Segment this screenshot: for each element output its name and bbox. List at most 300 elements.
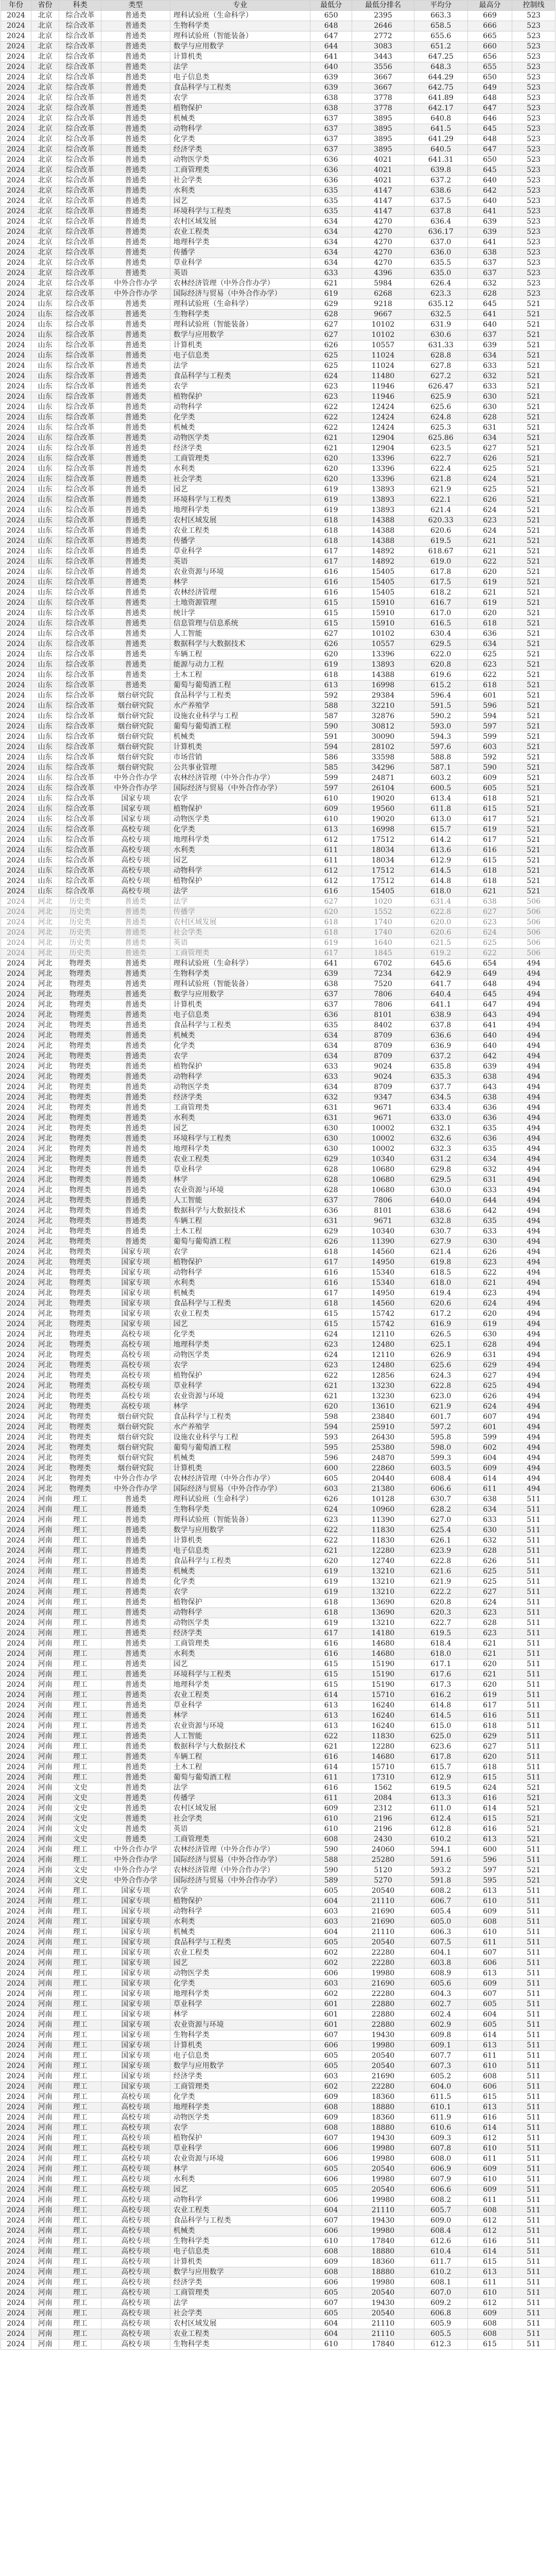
category-cell: 普通类 <box>101 1237 170 1247</box>
category-cell: 烟台研究院 <box>101 1422 170 1433</box>
table-header <box>1 1 555 11</box>
max-score-cell: 643 <box>467 1082 512 1093</box>
major-cell: 葡萄与葡萄酒工程 <box>170 1237 310 1247</box>
subject-type-cell: 物理类 <box>59 1330 101 1340</box>
min-score-cell: 589 <box>310 1876 352 1886</box>
admission-score-table <box>1 0 555 2350</box>
category-cell: 烟台研究院 <box>101 1453 170 1464</box>
year-cell: 2024 <box>1 650 31 660</box>
control-line-cell: 521 <box>512 351 555 361</box>
avg-score-cell: 591.8 <box>414 1876 467 1886</box>
avg-score-cell: 620.6 <box>414 526 467 536</box>
category-cell: 普通类 <box>101 351 170 361</box>
table-row <box>1 145 555 155</box>
min-rank-cell: 13893 <box>352 495 414 505</box>
table-row <box>1 660 555 670</box>
table-row <box>1 1443 555 1453</box>
min-rank-cell: 11946 <box>352 382 414 392</box>
table-row <box>1 2257 555 2267</box>
avg-score-cell: 638.6 <box>414 1206 467 1216</box>
major-cell: 农学 <box>170 93 310 104</box>
avg-score-cell: 619.5 <box>414 1783 467 1793</box>
province-cell: 北京 <box>31 176 59 186</box>
major-cell: 数据科学与大数据技术 <box>170 1742 310 1752</box>
province-cell: 河北 <box>31 948 59 959</box>
province-cell: 山东 <box>31 845 59 856</box>
subject-type-cell: 综合改革 <box>59 763 101 773</box>
min-rank-cell: 12740 <box>352 1556 414 1567</box>
avg-score-cell: 605.9 <box>414 2319 467 2329</box>
min-score-cell: 615 <box>310 1659 352 1670</box>
max-score-cell: 627 <box>467 1371 512 1381</box>
control-line-cell: 521 <box>512 454 555 464</box>
major-cell: 经济学类 <box>170 1629 310 1639</box>
category-cell: 高校专项 <box>101 2298 170 2309</box>
category-cell: 中外合作办学 <box>101 1474 170 1484</box>
province-cell: 河南 <box>31 1927 59 1938</box>
max-score-cell: 648 <box>467 93 512 104</box>
max-score-cell: 624 <box>467 1299 512 1309</box>
table-row <box>1 1711 555 1721</box>
category-cell: 国家专项 <box>101 2010 170 2020</box>
min-score-cell: 606 <box>310 2041 352 2051</box>
control-line-cell: 521 <box>512 547 555 557</box>
category-cell: 普通类 <box>101 382 170 392</box>
province-cell: 河北 <box>31 1155 59 1165</box>
year-cell: 2024 <box>1 62 31 73</box>
year-cell: 2024 <box>1 207 31 217</box>
min-rank-cell: 3778 <box>352 93 414 104</box>
province-cell: 河北 <box>31 1175 59 1185</box>
max-score-cell: 616 <box>467 1824 512 1835</box>
control-line-cell: 511 <box>512 2041 555 2051</box>
province-cell: 山东 <box>31 670 59 681</box>
subject-type-cell: 理工 <box>59 2309 101 2319</box>
category-cell: 高校专项 <box>101 2267 170 2278</box>
min-score-cell: 636 <box>310 1010 352 1021</box>
year-cell: 2024 <box>1 711 31 722</box>
category-cell: 高校专项 <box>101 1340 170 1350</box>
min-score-cell: 609 <box>310 1804 352 1814</box>
control-line-cell: 521 <box>512 804 555 815</box>
province-cell: 山东 <box>31 815 59 825</box>
min-rank-cell: 15910 <box>352 619 414 629</box>
year-cell: 2024 <box>1 1969 31 1979</box>
subject-type-cell: 理工 <box>59 2319 101 2329</box>
major-cell: 经济学类 <box>170 145 310 155</box>
table-row <box>1 320 555 330</box>
subject-type-cell: 理工 <box>59 1495 101 1505</box>
year-cell: 2024 <box>1 1381 31 1392</box>
min-rank-cell: 3083 <box>352 42 414 52</box>
major-cell: 草业科学 <box>170 1165 310 1175</box>
year-cell: 2024 <box>1 619 31 629</box>
avg-score-cell: 627.0 <box>414 1515 467 1526</box>
control-line-cell: 523 <box>512 114 555 124</box>
year-cell: 2024 <box>1 474 31 485</box>
subject-type-cell: 物理类 <box>59 1309 101 1319</box>
year-cell: 2024 <box>1 1031 31 1041</box>
max-score-cell: 650 <box>467 155 512 165</box>
category-cell: 普通类 <box>101 1577 170 1587</box>
max-score-cell: 613 <box>467 2267 512 2278</box>
major-cell: 经济学类 <box>170 444 310 454</box>
min-rank-cell: 3895 <box>352 124 414 134</box>
avg-score-cell: 625.6 <box>414 1361 467 1371</box>
control-line-cell: 511 <box>512 2103 555 2113</box>
control-line-cell: 523 <box>512 268 555 279</box>
min-score-cell: 621 <box>310 433 352 444</box>
avg-score-cell: 625.6 <box>414 402 467 413</box>
control-line-cell: 521 <box>512 681 555 691</box>
min-score-cell: 597 <box>310 784 352 794</box>
avg-score-cell: 633.0 <box>414 1113 467 1124</box>
min-rank-cell: 12110 <box>352 1330 414 1340</box>
province-cell: 山东 <box>31 505 59 516</box>
subject-type-cell: 综合改革 <box>59 279 101 289</box>
max-score-cell: 610 <box>467 2144 512 2154</box>
max-score-cell: 615 <box>467 804 512 815</box>
min-score-cell: 610 <box>310 1814 352 1824</box>
year-cell: 2024 <box>1 52 31 62</box>
max-score-cell: 609 <box>467 1979 512 1989</box>
avg-score-cell: 641.31 <box>414 155 467 165</box>
subject-type-cell: 综合改革 <box>59 320 101 330</box>
category-cell: 国家专项 <box>101 2020 170 2030</box>
min-score-cell: 618 <box>310 1598 352 1608</box>
major-cell: 电子信息类 <box>170 73 310 83</box>
province-cell: 河南 <box>31 1814 59 1824</box>
min-rank-cell: 19980 <box>352 2144 414 2154</box>
min-rank-cell: 17840 <box>352 2340 414 2350</box>
min-rank-cell: 14680 <box>352 1639 414 1649</box>
year-cell: 2024 <box>1 1762 31 1773</box>
province-cell: 河北 <box>31 1381 59 1392</box>
subject-type-cell: 物理类 <box>59 1443 101 1453</box>
avg-score-cell: 618.2 <box>414 588 467 598</box>
table-row <box>1 52 555 62</box>
min-score-cell: 637 <box>310 145 352 155</box>
avg-score-cell: 626.9 <box>414 1350 467 1361</box>
major-cell: 数学与应用数学 <box>170 2061 310 2072</box>
avg-score-cell: 628.8 <box>414 351 467 361</box>
table-row <box>1 268 555 279</box>
province-cell: 河北 <box>31 1072 59 1082</box>
min-score-cell: 612 <box>310 866 352 876</box>
subject-type-cell: 理工 <box>59 1690 101 1701</box>
subject-type-cell: 理工 <box>59 1742 101 1752</box>
control-line-cell: 521 <box>512 701 555 711</box>
province-cell: 山东 <box>31 567 59 578</box>
province-cell: 河北 <box>31 1464 59 1474</box>
min-rank-cell: 32876 <box>352 711 414 722</box>
year-cell: 2024 <box>1 866 31 876</box>
year-cell: 2024 <box>1 567 31 578</box>
year-cell: 2024 <box>1 969 31 979</box>
min-score-cell: 615 <box>310 1680 352 1690</box>
subject-type-cell: 物理类 <box>59 1412 101 1422</box>
year-cell: 2024 <box>1 1000 31 1010</box>
min-score-cell: 622 <box>310 402 352 413</box>
avg-score-cell: 626.4 <box>414 279 467 289</box>
table-row <box>1 1031 555 1041</box>
province-cell: 河北 <box>31 1165 59 1175</box>
year-cell: 2024 <box>1 2092 31 2103</box>
major-cell: 英语 <box>170 1824 310 1835</box>
province-cell: 河南 <box>31 2103 59 2113</box>
min-score-cell: 610 <box>310 794 352 804</box>
major-cell: 生物科学类 <box>170 1505 310 1515</box>
major-cell: 环境科学与工程类 <box>170 495 310 505</box>
table-row <box>1 2123 555 2133</box>
min-rank-cell: 22880 <box>352 2010 414 2020</box>
min-rank-cell: 6268 <box>352 289 414 299</box>
control-line-cell: 494 <box>512 1021 555 1031</box>
min-rank-cell: 20540 <box>352 1938 414 1948</box>
major-cell: 农业资源与环境 <box>170 2020 310 2030</box>
table-row <box>1 1783 555 1793</box>
category-cell: 普通类 <box>101 1680 170 1690</box>
major-cell: 园艺 <box>170 1124 310 1134</box>
province-cell: 山东 <box>31 413 59 423</box>
subject-type-cell: 综合改革 <box>59 711 101 722</box>
year-cell: 2024 <box>1 2278 31 2288</box>
subject-type-cell: 综合改革 <box>59 114 101 124</box>
control-line-cell: 494 <box>512 1031 555 1041</box>
min-rank-cell: 2395 <box>352 11 414 21</box>
year-cell: 2024 <box>1 701 31 711</box>
province-cell: 河南 <box>31 1824 59 1835</box>
year-cell: 2024 <box>1 124 31 134</box>
major-cell: 园艺 <box>170 1958 310 1969</box>
subject-type-cell: 物理类 <box>59 1031 101 1041</box>
major-cell: 法学 <box>170 887 310 897</box>
min-rank-cell: 19980 <box>352 2175 414 2185</box>
subject-type-cell: 综合改革 <box>59 474 101 485</box>
min-score-cell: 619 <box>310 1577 352 1587</box>
max-score-cell: 650 <box>467 73 512 83</box>
avg-score-cell: 629.5 <box>414 639 467 650</box>
max-score-cell: 640 <box>467 320 512 330</box>
major-cell: 数据科学与大数据技术 <box>170 1206 310 1216</box>
category-cell: 普通类 <box>101 928 170 938</box>
category-cell: 高校专项 <box>101 866 170 876</box>
subject-type-cell: 理工 <box>59 1629 101 1639</box>
subject-type-cell: 物理类 <box>59 1433 101 1443</box>
min-score-cell: 588 <box>310 1855 352 1866</box>
year-cell: 2024 <box>1 1350 31 1361</box>
table-row <box>1 1804 555 1814</box>
province-cell: 山东 <box>31 856 59 866</box>
category-cell: 普通类 <box>101 114 170 124</box>
avg-score-cell: 640.8 <box>414 114 467 124</box>
min-score-cell: 605 <box>310 2185 352 2195</box>
min-score-cell: 620 <box>310 1402 352 1412</box>
table-row <box>1 1587 555 1598</box>
min-rank-cell: 14680 <box>352 1752 414 1762</box>
max-score-cell: 639 <box>467 1062 512 1072</box>
category-cell: 普通类 <box>101 1031 170 1041</box>
min-rank-cell: 13396 <box>352 650 414 660</box>
control-line-cell: 521 <box>512 753 555 763</box>
control-line-cell: 511 <box>512 2288 555 2298</box>
year-cell: 2024 <box>1 2236 31 2247</box>
control-line-cell: 494 <box>512 1000 555 1010</box>
province-cell: 山东 <box>31 804 59 815</box>
year-cell: 2024 <box>1 423 31 433</box>
subject-type-cell: 理工 <box>59 1505 101 1515</box>
avg-score-cell: 616.7 <box>414 598 467 608</box>
min-score-cell: 631 <box>310 1113 352 1124</box>
max-score-cell: 616 <box>467 2236 512 2247</box>
avg-score-cell: 621.6 <box>414 1567 467 1577</box>
min-rank-cell: 4021 <box>352 165 414 176</box>
table-row <box>1 1144 555 1155</box>
province-cell: 北京 <box>31 165 59 176</box>
max-score-cell: 611 <box>467 1938 512 1948</box>
min-rank-cell: 15405 <box>352 567 414 578</box>
category-cell: 普通类 <box>101 578 170 588</box>
year-cell: 2024 <box>1 1299 31 1309</box>
min-rank-cell: 11024 <box>352 361 414 371</box>
province-cell: 河北 <box>31 1237 59 1247</box>
min-rank-cell: 1740 <box>352 918 414 928</box>
category-cell: 普通类 <box>101 629 170 639</box>
major-cell: 机械类 <box>170 732 310 742</box>
table-row <box>1 11 555 21</box>
avg-score-cell: 619.2 <box>414 948 467 959</box>
year-cell: 2024 <box>1 21 31 31</box>
table-row <box>1 1350 555 1361</box>
control-line-cell: 494 <box>512 1392 555 1402</box>
avg-score-cell: 637.2 <box>414 176 467 186</box>
max-score-cell: 632 <box>467 279 512 289</box>
category-cell: 普通类 <box>101 1113 170 1124</box>
category-cell: 高校专项 <box>101 2123 170 2133</box>
avg-score-cell: 618.0 <box>414 887 467 897</box>
min-score-cell: 623 <box>310 382 352 392</box>
avg-score-cell: 616.2 <box>414 1690 467 1701</box>
min-rank-cell: 30812 <box>352 722 414 732</box>
major-cell: 草业科学 <box>170 1381 310 1392</box>
max-score-cell: 618 <box>467 681 512 691</box>
min-rank-cell: 13893 <box>352 505 414 516</box>
year-cell: 2024 <box>1 794 31 804</box>
max-score-cell: 613 <box>467 1969 512 1979</box>
control-line-cell: 511 <box>512 1773 555 1783</box>
min-rank-cell: 22280 <box>352 1958 414 1969</box>
control-line-cell: 521 <box>512 588 555 598</box>
province-cell: 北京 <box>31 11 59 21</box>
province-cell: 山东 <box>31 402 59 413</box>
min-rank-cell: 15190 <box>352 1659 414 1670</box>
province-cell: 山东 <box>31 361 59 371</box>
max-score-cell: 631 <box>467 1350 512 1361</box>
province-cell: 河南 <box>31 1556 59 1567</box>
control-line-cell: 494 <box>512 1072 555 1082</box>
control-line-cell: 494 <box>512 1381 555 1392</box>
province-cell: 河南 <box>31 2257 59 2267</box>
year-cell: 2024 <box>1 2133 31 2144</box>
avg-score-cell: 606.3 <box>414 1927 467 1938</box>
subject-type-cell: 综合改革 <box>59 825 101 835</box>
control-line-cell: 511 <box>512 1762 555 1773</box>
min-rank-cell: 16240 <box>352 1701 414 1711</box>
avg-score-cell: 635.12 <box>414 299 467 310</box>
subject-type-cell: 历史类 <box>59 897 101 907</box>
control-line-cell: 511 <box>512 1711 555 1721</box>
control-line-cell: 494 <box>512 1144 555 1155</box>
subject-type-cell: 综合改革 <box>59 248 101 258</box>
min-rank-cell: 13893 <box>352 660 414 670</box>
major-cell: 计算机类 <box>170 2257 310 2267</box>
min-score-cell: 612 <box>310 876 352 887</box>
year-cell: 2024 <box>1 897 31 907</box>
table-row <box>1 1093 555 1103</box>
province-cell: 河北 <box>31 918 59 928</box>
province-cell: 河南 <box>31 1495 59 1505</box>
control-line-cell: 523 <box>512 73 555 83</box>
major-cell: 农村区域发展 <box>170 918 310 928</box>
control-line-cell: 511 <box>512 1896 555 1907</box>
avg-score-cell: 605.2 <box>414 2072 467 2082</box>
province-cell: 河北 <box>31 1124 59 1134</box>
control-line-cell: 511 <box>512 2164 555 2175</box>
category-cell: 高校专项 <box>101 856 170 866</box>
category-cell: 高校专项 <box>101 2113 170 2123</box>
min-score-cell: 608 <box>310 2103 352 2113</box>
control-line-cell: 511 <box>512 1969 555 1979</box>
max-score-cell: 618 <box>467 866 512 876</box>
category-cell: 普通类 <box>101 1062 170 1072</box>
max-score-cell: 624 <box>467 1783 512 1793</box>
control-line-cell: 511 <box>512 2010 555 2020</box>
avg-score-cell: 663.3 <box>414 11 467 21</box>
province-cell: 河南 <box>31 1752 59 1762</box>
control-line-cell: 511 <box>512 1979 555 1989</box>
max-score-cell: 610 <box>467 2288 512 2298</box>
avg-score-cell: 631.2 <box>414 1155 467 1165</box>
min-score-cell: 626 <box>310 341 352 351</box>
year-cell: 2024 <box>1 990 31 1000</box>
min-score-cell: 635 <box>310 207 352 217</box>
max-score-cell: 629 <box>467 1361 512 1371</box>
control-line-cell: 511 <box>512 2092 555 2103</box>
major-cell: 农学 <box>170 1587 310 1598</box>
table-row <box>1 536 555 547</box>
year-cell: 2024 <box>1 93 31 104</box>
year-cell: 2024 <box>1 1732 31 1742</box>
category-cell: 中外合作办学 <box>101 1845 170 1855</box>
control-line-cell: 494 <box>512 1175 555 1185</box>
control-line-cell: 511 <box>512 2020 555 2030</box>
avg-score-cell: 619.8 <box>414 1258 467 1268</box>
subject-type-cell: 理工 <box>59 1886 101 1896</box>
control-line-cell: 521 <box>512 444 555 454</box>
control-line-cell: 494 <box>512 1361 555 1371</box>
min-rank-cell: 15190 <box>352 1680 414 1690</box>
control-line-cell: 511 <box>512 1938 555 1948</box>
table-row <box>1 1155 555 1165</box>
subject-type-cell: 理工 <box>59 2340 101 2350</box>
province-cell: 北京 <box>31 114 59 124</box>
year-cell: 2024 <box>1 773 31 784</box>
category-cell: 普通类 <box>101 1670 170 1680</box>
category-cell: 国家专项 <box>101 1299 170 1309</box>
table-row <box>1 155 555 165</box>
category-cell: 普通类 <box>101 1526 170 1536</box>
min-score-cell: 633 <box>310 1062 352 1072</box>
